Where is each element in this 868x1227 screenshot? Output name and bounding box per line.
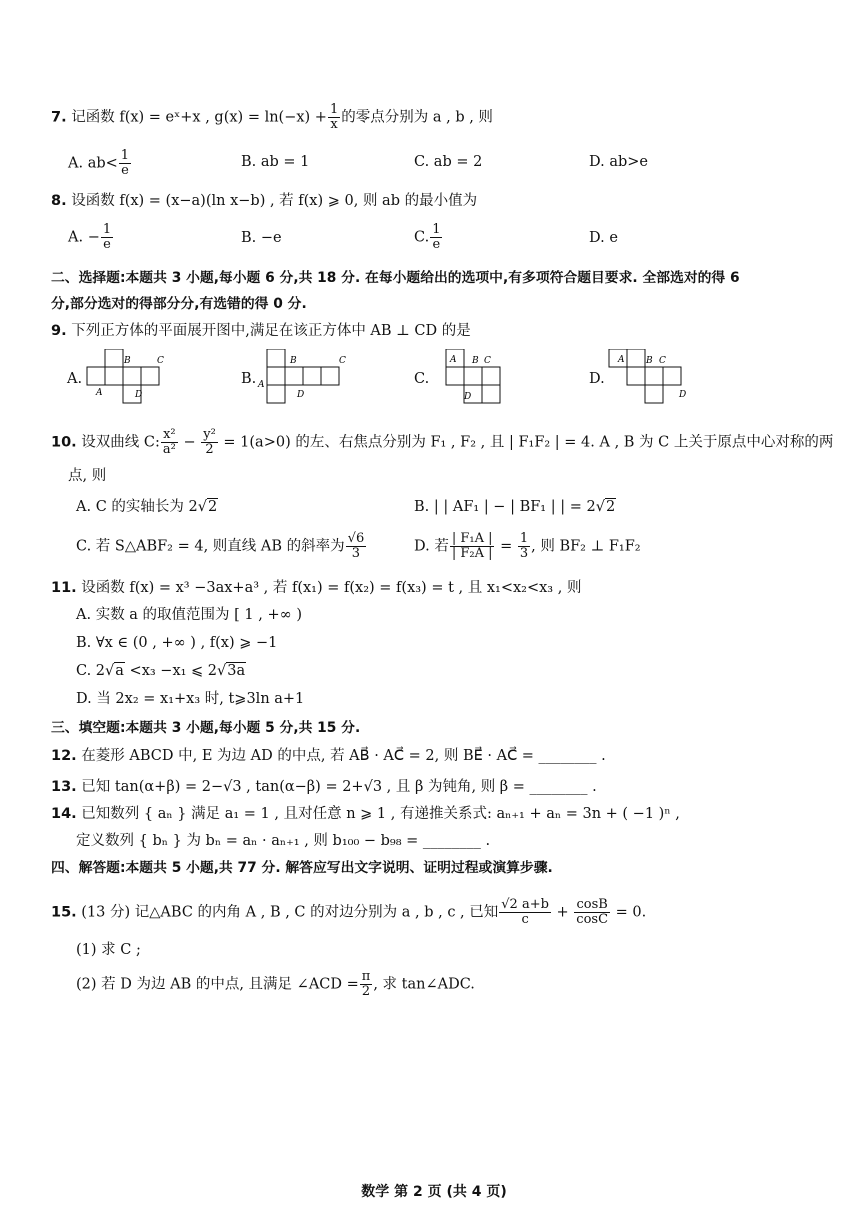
q9c-label-d: D xyxy=(464,392,472,402)
q9-option-a-label: A. xyxy=(67,371,83,387)
q7-option-d: D. ab>e xyxy=(589,154,648,170)
q9d-label-b: B xyxy=(646,356,653,366)
q14-stem: 14. 已知数列 { aₙ } 满足 a₁ = 1 , 且对任意 n ⩾ 1 , 有递推关系式: aₙ₊₁ + aₙ = 3n + ( −1 )ⁿ , xyxy=(51,806,680,822)
q9-net-b xyxy=(255,349,355,409)
q9c-label-c: C xyxy=(484,356,491,366)
section3-heading: 三、填空题:本题共 3 小题,每小题 5 分,共 15 分. xyxy=(51,720,361,736)
q9c-label-b: B xyxy=(472,356,479,366)
q10-option-a: A. C 的实轴长为 2√2 xyxy=(76,499,218,515)
q9-net-a xyxy=(83,349,173,409)
section2-heading-line2: 分,部分选对的得部分分,有选错的得 0 分. xyxy=(51,296,307,312)
q10-stem: 10. 设双曲线 C: $\frac{\text{x²}}{\text{a²}}$ − $\frac{\text{y²}}{2}$ = 1(a>0) 的左、右焦点分别为 F₁ , F₂ , 且 | F₁F₂ | = 4. A , B 为 C 上关于原点中心对称的两 xyxy=(51,427,834,457)
q7-stem xyxy=(51,103,493,132)
q10-option-c: C. 若 S△ABF₂ = 4, 则直线 AB 的斜率为 $\frac{√6}{3}$ xyxy=(76,531,365,561)
q9-net-c xyxy=(430,349,520,409)
q8-option-d: D. e xyxy=(589,230,618,246)
q13-stem: 13. 已知 tan(α+β) = 2−√3 , tan(α−β) = 2+√3 , 且 β 为钝角, 则 β = ________ . xyxy=(51,779,597,795)
q9d-label-d: D xyxy=(679,390,687,400)
q11-option-b: B. ∀x ∈ (0 , +∞ ) , f(x) ⩾ −1 xyxy=(76,635,278,651)
q11-stem: 11. 设函数 f(x) = x³ −3ax+a³ , 若 f(x₁) = f(x₂) = f(x₃) = t , 且 x₁<x₂<x₃ , 则 xyxy=(51,580,582,596)
q9-option-d-label: D. xyxy=(589,371,605,387)
q9b-label-b: B xyxy=(290,356,297,366)
q9a-label-c: C xyxy=(157,356,164,366)
q10-number: 10. xyxy=(51,434,77,451)
q8-option-b: B. −e xyxy=(241,230,282,246)
q9a-label-a: A xyxy=(96,388,103,398)
q9b-label-c: C xyxy=(339,356,346,366)
q9d-label-c: C xyxy=(659,356,666,366)
q13-number: 13. xyxy=(51,779,77,795)
q12-stem: 12. 在菱形 ABCD 中, E 为边 AD 的中点, 若 AB⃗ · AC⃗ = 2, 则 BE⃗ · AC⃗ = ________ . xyxy=(51,748,606,764)
q10-option-b: B. | | AF₁ | − | BF₁ | | = 2√2 xyxy=(414,499,616,515)
q9-net-d xyxy=(605,349,700,409)
q11-option-c: C. 2√a <x₃ −x₁ ⩽ 2√3a xyxy=(76,663,246,679)
q9a-label-d: D xyxy=(135,390,143,400)
q9c-label-a: A xyxy=(450,355,457,365)
q9b-label-d: D xyxy=(297,390,305,400)
q7-option-c: C. ab = 2 xyxy=(414,154,483,170)
q9b-label-a: A xyxy=(258,380,265,390)
q15-stem: 15. (13 分) 记△ABC 的内角 A , B , C 的对边分别为 a , b , c , 已知 $\frac{√2 a+b}{c}$ + $\frac{\cos B}{\cos C}$ = 0. xyxy=(51,897,647,927)
q9d-label-a: A xyxy=(618,355,625,365)
q9-option-c-label: C. xyxy=(414,371,430,387)
q7-option-b: B. ab = 1 xyxy=(241,154,310,170)
q8-option-a: A. − $\frac{1}{e}$ xyxy=(68,222,112,252)
q11-option-d: D. 当 2x₂ = x₁+x₃ 时, t⩾3ln a+1 xyxy=(76,691,305,707)
q9-stem-text: 下列正方体的平面展开图中,满足在该正方体中 AB ⊥ CD 的是 xyxy=(66,323,471,339)
q8-number: 8. xyxy=(51,193,67,209)
q11-option-a: A. 实数 a 的取值范围为 [ 1 , +∞ ) xyxy=(76,607,302,623)
page-footer: 数学 第 2 页 (共 4 页) xyxy=(361,1184,507,1200)
q7-frac: $\frac{1}{x}$ xyxy=(329,102,339,132)
q9a-label-b: B xyxy=(124,356,131,366)
q8-option-c: C. $\frac{1}{e}$ xyxy=(414,222,441,252)
q9-option-b-label: B. xyxy=(241,371,257,387)
q11-number: 11. xyxy=(51,580,77,596)
section2-heading-line1: 二、选择题:本题共 3 小题,每小题 6 分,共 18 分. 在每小题给出的选项中,有多项符合题目要求. 全部选对的得 6 xyxy=(51,270,740,286)
q12-number: 12. xyxy=(51,748,77,764)
q9-stem xyxy=(51,322,471,340)
q7-number: 7. xyxy=(51,109,67,126)
q15-number: 15. xyxy=(51,904,77,921)
q10-option-d: D. 若 $\frac{\text{| F₁A |}}{\text{| F₂A |}}$ = $\frac{1}{3}$ , 则 BF₂ ⊥ F₁F₂ xyxy=(414,531,641,561)
q9-number: 9. xyxy=(51,323,67,339)
q15-part2: (2) 若 D 为边 AB 的中点, 且满足 ∠ACD = $\frac{\pi}{2}$ , 求 tan∠ADC. xyxy=(76,969,475,999)
q14-number: 14. xyxy=(51,806,77,822)
q10-stem-cont: 点, 则 xyxy=(68,468,107,484)
q14-stem-cont: 定义数列 { bₙ } 为 bₙ = aₙ · aₙ₊₁ , 则 b₁₀₀ − b₉₈ = ________ . xyxy=(76,833,491,849)
q7-option-a: A. ab< $\frac{1}{e}$ xyxy=(68,148,130,178)
q8-stem-text: 设函数 f(x) = (x−a)(ln x−b) , 若 f(x) ⩾ 0, 则 ab 的最小值为 xyxy=(66,193,478,209)
q8-stem xyxy=(51,192,477,210)
section4-heading: 四、解答题:本题共 5 小题,共 77 分. 解答应写出文字说明、证明过程或演算步骤. xyxy=(51,860,553,876)
q15-part1: (1) 求 C ; xyxy=(76,942,141,958)
q7-stem-end: 的零点分别为 a , b , 则 xyxy=(341,109,493,126)
q7-stem-text: 记函数 f(x) = eˣ+x , g(x) = ln(−x) + xyxy=(66,109,327,126)
